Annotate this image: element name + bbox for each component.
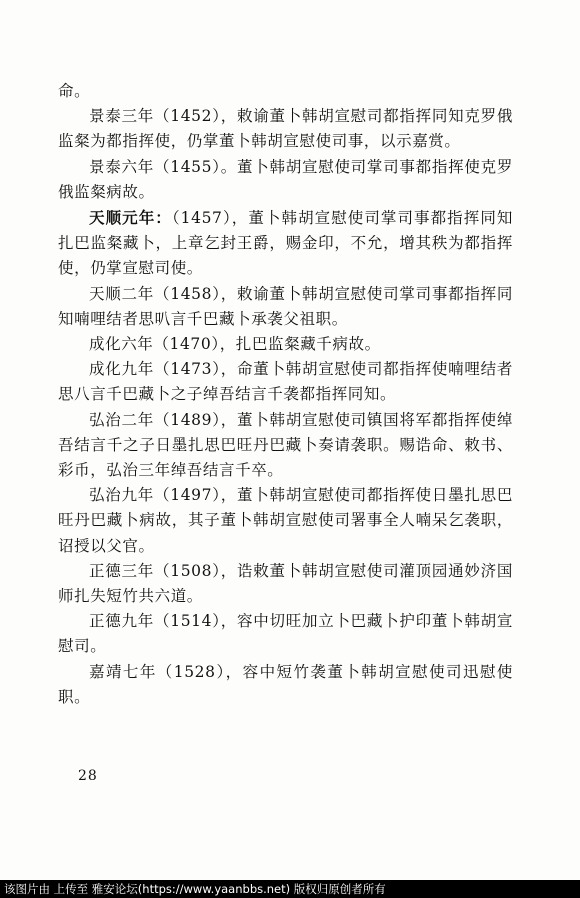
paragraph-text: （1457），董卜韩胡宣慰使司掌司事都指挥同知扎巴监粲藏卜，上章乞封王爵，赐金印，不允，增其秩为都指挥使，仍掌宣慰司使。 bbox=[58, 209, 513, 278]
body-text bbox=[58, 79, 513, 710]
paragraph-9 bbox=[58, 483, 513, 559]
paragraph-5 bbox=[58, 282, 513, 332]
paragraph-text: 成化六年（1470），扎巴监粲藏千病故。 bbox=[89, 335, 381, 354]
paragraph-1 bbox=[58, 79, 513, 104]
paragraph-3 bbox=[58, 155, 513, 205]
paragraph-8 bbox=[58, 408, 513, 484]
paragraph-text: 景泰三年（1452），敕谕董卜韩胡宣慰司都指挥同知克罗俄监粲为都指挥使，仍掌董卜韩胡宣慰使司事，以示嘉赏。 bbox=[58, 107, 513, 151]
paragraph-12 bbox=[58, 660, 513, 710]
paragraph-7 bbox=[58, 357, 513, 407]
watermark-footer bbox=[0, 880, 580, 898]
paragraph-4 bbox=[58, 205, 513, 282]
paragraph-text: 景泰六年（1455）。董卜韩胡宣慰使司掌司事都指挥使克罗俄监粲病故。 bbox=[58, 157, 513, 201]
paragraph-2 bbox=[58, 104, 513, 154]
paragraph-11 bbox=[58, 609, 513, 659]
page-number: 28 bbox=[78, 768, 98, 784]
paragraph-10 bbox=[58, 559, 513, 609]
footer-text: 该图片由 上传至 雅安论坛(https://www.yaanbbs.net) 版权归原创者所有 bbox=[4, 882, 386, 896]
paragraph-text: 弘治九年（1497），董卜韩胡宣慰使司都指挥使日墨扎思巴旺丹巴藏卜病故，其子董卜韩胡宣慰使司署事全人喃呆乞袭职，诏授以父官。 bbox=[58, 486, 513, 555]
paragraph-text: 成化九年（1473），命董卜韩胡宣慰使司都指挥使喃哩结者思八言千巴藏卜之子绰吾结言千袭都指挥同知。 bbox=[58, 360, 513, 404]
paragraph-text: 命。 bbox=[58, 82, 91, 100]
paragraph-text: 天顺二年（1458），敕谕董卜韩胡宣慰使司掌司事都指挥同知喃哩结者思叭言千巴藏卜承袭父祖职。 bbox=[58, 284, 513, 328]
paragraph-6 bbox=[58, 332, 513, 357]
paragraph-text: 嘉靖七年（1528），容中短竹袭董卜韩胡宣慰使司迅慰使职。 bbox=[58, 662, 513, 706]
paragraph-text: 正德三年（1508），诰敕董卜韩胡宣慰使司灌顶园通妙济国师扎失短竹共六道。 bbox=[58, 561, 513, 606]
paragraph-text: 弘治二年（1489），董卜韩胡宣慰使司镇国将军都指挥使绰吾结言千之子日墨扎思巴旺丹巴藏卜奏请袭职。赐诰命、敕书、彩币，弘治三年绰吾结言千卒。 bbox=[58, 410, 513, 480]
paragraph-text: 正德九年（1514），容中切旺加立卜巴藏卜护印董卜韩胡宣慰司。 bbox=[58, 612, 513, 656]
paragraph-lead: 天顺元年： bbox=[89, 208, 172, 228]
